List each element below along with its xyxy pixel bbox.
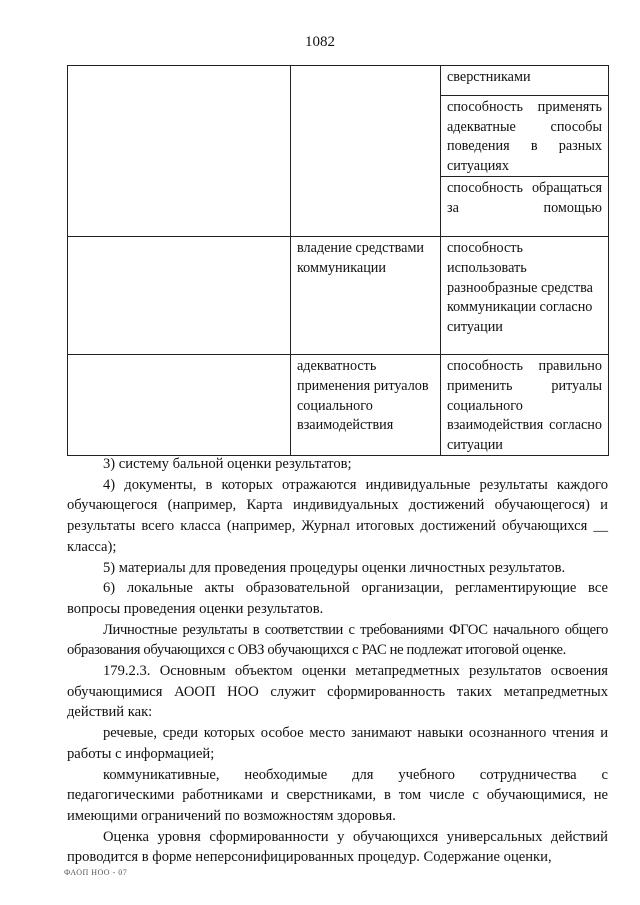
page-number: 1082	[305, 34, 335, 50]
document-body	[67, 454, 608, 868]
paragraph: коммуникативные, необходимые для учебного сотрудничества с педагогическими работниками и сверстниками, в том числе с обучающимися, не имеющими ограничений по возможностям здоровья.	[67, 766, 608, 824]
results-table	[67, 65, 609, 456]
table-cell: способность правильно применить ритуалы социального взаимодействия согласно ситуации	[441, 355, 609, 456]
paragraph: Личностные результаты в соответствии с требованиями ФГОС начального общего образования обучающихся с ОВЗ обучающихся с РАС не подлежат итоговой оценке.	[67, 621, 608, 659]
table-cell-empty	[68, 237, 291, 355]
table-cell-empty	[68, 355, 291, 456]
table-cell: способность использовать разнообразные средства коммуникации согласно ситуации	[441, 237, 609, 355]
table-cell-empty	[68, 66, 291, 237]
table-cell: владение средствами коммуникации	[291, 237, 441, 355]
table-cell: способность обращаться за помощью	[441, 177, 609, 237]
footer-stamp: ФАОП НОО - 07	[64, 868, 128, 877]
table-cell: способность применять адекватные способы поведения в разных ситуациях	[441, 96, 609, 177]
table-row	[68, 355, 609, 456]
table-cell: адекватность применения ритуалов социального взаимодействия	[291, 355, 441, 456]
paragraph: 5) материалы для проведения процедуры оценки личностных результатов.	[103, 559, 566, 576]
paragraph: 6) локальные акты образовательной организации, регламентирующие все вопросы проведения оценки результатов.	[67, 580, 608, 617]
paragraph: речевые, среди которых особое место занимают навыки осознанного чтения и работы с информацией;	[67, 725, 608, 762]
table-cell-empty	[291, 66, 441, 237]
table-row	[68, 237, 609, 355]
paragraph: 3) систему бальной оценки результатов;	[103, 456, 352, 472]
paragraph: 179.2.3. Основным объектом оценки метапредметных результатов освоения обучающимися АООП НОО служит сформированность таких метапредметных действий как:	[67, 663, 608, 721]
table-row	[68, 66, 609, 96]
paragraph: Оценка уровня сформированности у обучающихся универсальных действий проводится в форме неперсонифицированных процедур. Содержание оценки,	[67, 828, 608, 866]
paragraph: 4) документы, в которых отражаются индивидуальные результаты каждого обучающегося (например, Карта индивидуальных достижений обучающегося) и результаты всего класса (например, Журнал итоговых достижений обучающихся __ класса);	[67, 476, 608, 555]
table-cell: сверстниками	[441, 66, 609, 96]
